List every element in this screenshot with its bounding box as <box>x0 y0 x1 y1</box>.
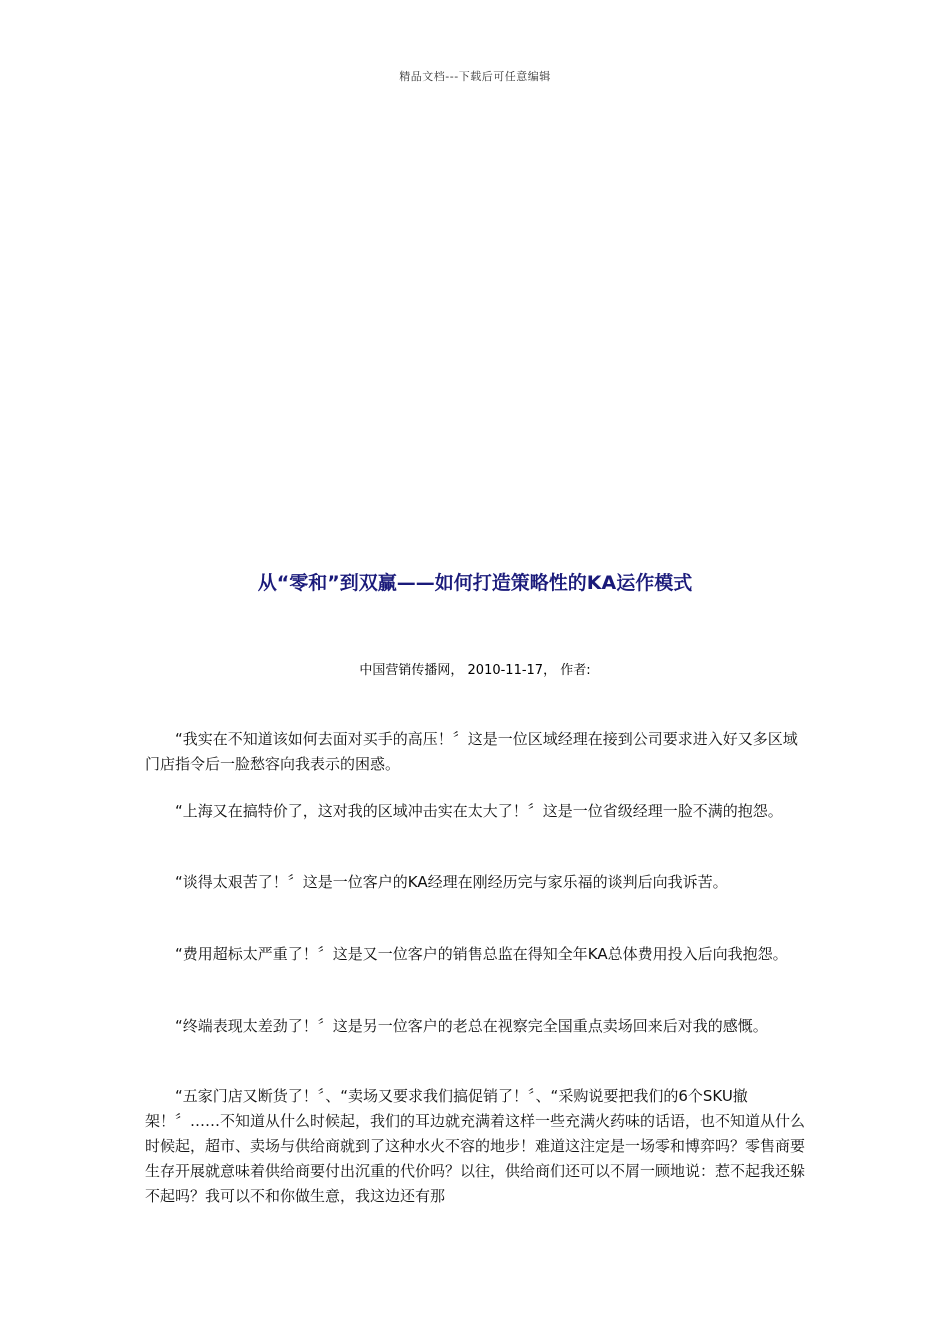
paragraph-text: “我实在不知道该如何去面对买手的高压！〞这是一位区域经理在接到公司要求进入好又多区域门店指令后一脸愁容向我表示的困惑。 <box>145 730 798 773</box>
paragraph-1 <box>145 727 805 777</box>
paragraph-6 <box>145 1084 805 1209</box>
article-byline: 中国营销传播网， 2010-11-17， 作者: <box>359 663 591 678</box>
paragraph-5 <box>145 1014 805 1039</box>
article-title: 从“零和”到双赢——如何打造策略性的KA运作模式 <box>257 572 693 594</box>
paragraph-text: “上海又在搞特价了，这对我的区域冲击实在太大了！〞这是一位省级经理一脸不满的抱怨。 <box>175 802 783 820</box>
page-header: 精品文档---下载后可任意编辑 <box>399 70 551 83</box>
paragraph-4 <box>145 942 805 967</box>
paragraph-3 <box>145 870 805 895</box>
paragraph-text: “终端表现太差劲了！〞这是另一位客户的老总在视察完全国重点卖场回来后对我的感慨。 <box>175 1017 768 1035</box>
paragraph-2 <box>145 799 805 824</box>
paragraph-text: “费用超标太严重了！〞这是又一位客户的销售总监在得知全年KA总体费用投入后向我抱怨。 <box>175 945 788 963</box>
paragraph-text: “五家门店又断货了！〞、“卖场又要求我们搞促销了！〞、“采购说要把我们的6个SKU撤架！〞……不知道从什么时候起，我们的耳边就充满着这样一些充满火药味的话语，也不知道从什么时候起，超市、卖场与供给商就到了这种水火不容的地步！难道这注定是一场零和博弈吗？零售商要生存开展就意味着供给商要付出沉重的代价吗？以往，供给商们还可以不屑一顾地说：惹不起我还躲不起吗？我可以不和你做生意，我这边还有那 <box>145 1087 806 1205</box>
paragraph-text: “谈得太艰苦了！〞这是一位客户的KA经理在刚经历完与家乐福的谈判后向我诉苦。 <box>175 873 728 891</box>
